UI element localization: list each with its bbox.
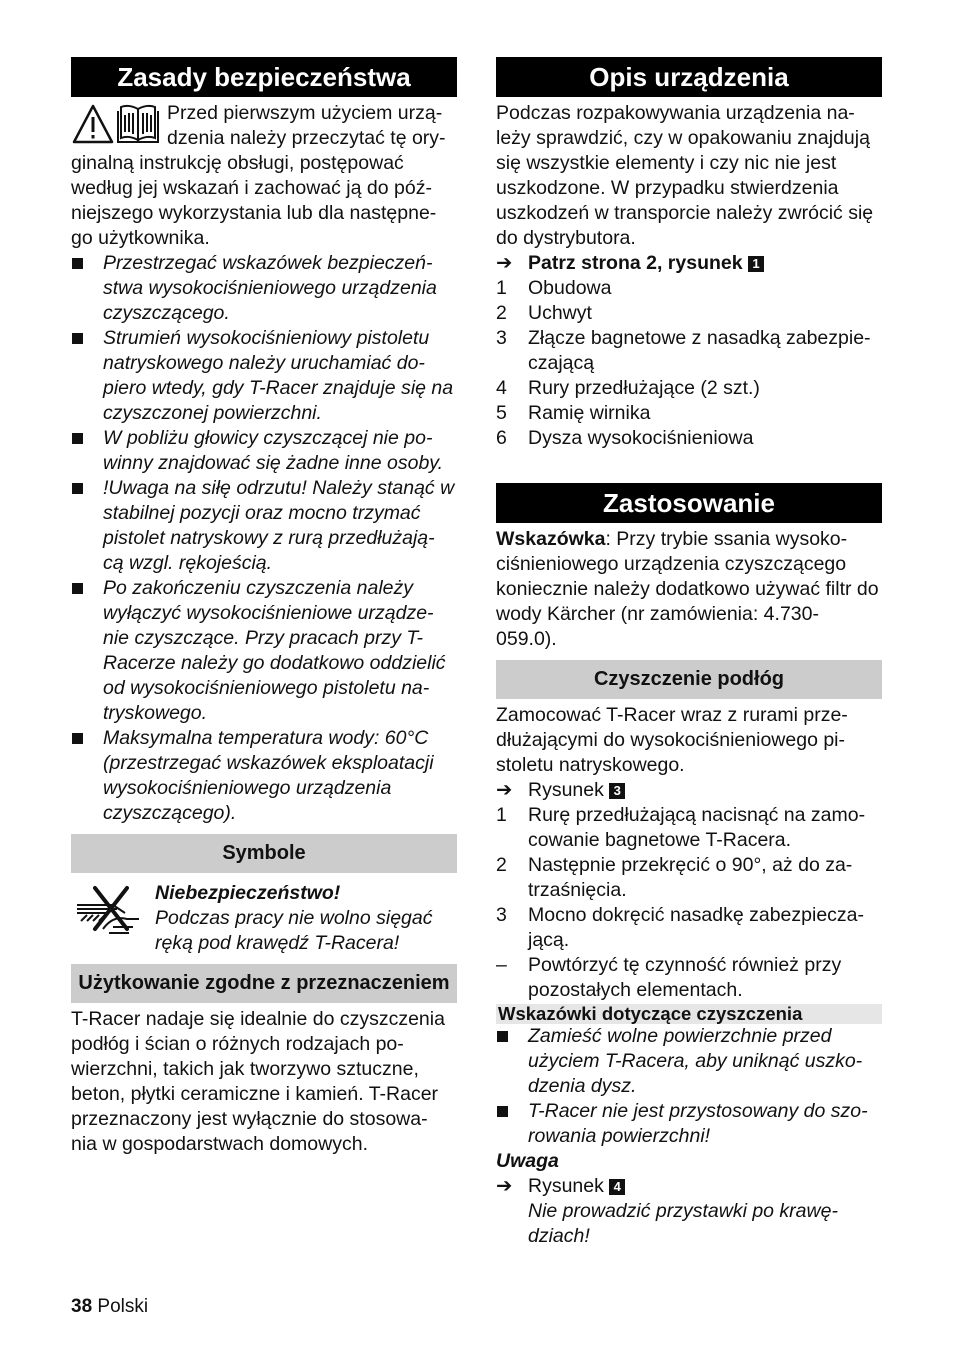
- floor-cleaning-heading: Czyszczenie podłóg: [496, 660, 882, 699]
- list-item: Zamieść wolne powierzchnie przed użyciem T-Racera, aby uniknąć uszko- dzenia dysz.: [496, 1024, 882, 1099]
- warning-triangle-icon: [74, 106, 112, 142]
- cleaning-tips-heading: Wskazówki dotyczące czyszczenia: [496, 1004, 882, 1024]
- page-number: 38: [71, 1296, 93, 1317]
- safety-intro: [71, 101, 457, 251]
- hand-under-edge-danger-icon: [73, 885, 145, 937]
- list-item: Po zakończeniu czyszczenia należy wyłączyć wysokociśnieniowe urządze- nie czyszczące. Przy pracach przy T- Racerze należy go dodatkowo oddzielić od wysokociśnieniowego pistoletu na- tryskowego.: [71, 576, 457, 726]
- list-item: Strumień wysokociśnieniowy pistoletu natryskowego należy uruchamiać do- piero wtedy, gdy T-Racer znajduje się na czyszczonej powierzchni.: [71, 326, 457, 426]
- bullet-square-icon: [72, 583, 83, 594]
- bullet-square-icon: [497, 1031, 508, 1042]
- list-item: 2 Następnie przekręcić o 90°, aż do za- trzaśnięcia.: [496, 854, 853, 901]
- safety-intro-line-2: dzenia należy przeczytać tę ory-: [167, 127, 446, 149]
- cleaning-tips-list: [496, 1024, 882, 1149]
- caution-figure-reference: ➔ Rysunek 4: [496, 1174, 882, 1199]
- safety-bullet-list: [71, 251, 457, 826]
- list-item: 4 Rury przedłużające (2 szt.): [496, 377, 760, 399]
- arrow-right-icon: ➔: [496, 1175, 513, 1197]
- arrow-right-icon: ➔: [496, 252, 513, 274]
- figure-number-badge: 3: [609, 783, 625, 799]
- intended-use-heading: Użytkowanie zgodne z przeznaczeniem: [71, 964, 457, 1003]
- bullet-square-icon: [72, 333, 83, 344]
- description-heading: Opis urządzenia: [496, 57, 882, 97]
- list-item: 5 Ramię wirnika: [496, 402, 651, 424]
- list-item: – Powtórzyć tę czynność również przy pozostałych elementach.: [496, 954, 842, 1001]
- danger-symbol-row: [71, 881, 457, 956]
- caution-label: Uwaga: [496, 1150, 559, 1172]
- list-item: Maksymalna temperatura wody: 60°C (przestrzegać wskazówek eksploatacji wysokociśnieniowego urządzenia czyszczącego).: [71, 726, 457, 826]
- figure-reference: ➔ Rysunek 3: [496, 778, 882, 803]
- safety-heading: Zasady bezpieczeństwa: [71, 57, 457, 97]
- list-item: T-Racer nie jest przystosowany do szo- rowania powierzchni!: [496, 1099, 882, 1149]
- safety-intro-line-1: Przed pierwszym użyciem urzą-: [167, 102, 443, 124]
- arrow-right-icon: ➔: [496, 779, 513, 801]
- list-item: W pobliżu głowicy czyszczącej nie po- winny znajdować się żadne inne osoby.: [71, 426, 457, 476]
- right-column: [496, 57, 882, 1249]
- left-column: [71, 57, 457, 1157]
- symbols-heading: Symbole: [71, 834, 457, 873]
- list-item: 1 Obudowa: [496, 277, 612, 299]
- bullet-square-icon: [72, 258, 83, 269]
- bullet-square-icon: [72, 483, 83, 494]
- see-page-reference: ➔ Patrz strona 2, rysunek 1: [496, 251, 882, 276]
- safety-intro-text: ginalną instrukcję obsługi, postępować według jej wskazań i zachować ją do póź- niejszego wykorzystania lub dla następne- go użytkownika.: [71, 152, 437, 249]
- list-item: 1 Rurę przedłużającą nacisnąć na zamo- cowanie bagnetowe T-Racera.: [496, 804, 866, 851]
- warning-manual-icon: [71, 101, 161, 149]
- figure-number-badge: 4: [609, 1179, 625, 1195]
- bullet-square-icon: [497, 1106, 508, 1117]
- list-item: 2 Uchwyt: [496, 302, 592, 324]
- manual-book-icon: [118, 106, 158, 142]
- description-text: Podczas rozpakowywania urządzenia na- leży sprawdzić, czy w opakowaniu znajdują się wszystkie elementy i czy nic nie jest uszkodzone. W przypadku stwierdzenia uszkodzeń w transporcie należy zwrócić się do dystrybutora.: [496, 102, 874, 249]
- danger-text: Podczas pracy nie wolno sięgać ręką pod krawędź T-Racera!: [155, 907, 433, 954]
- floor-steps-list: [496, 803, 882, 1003]
- list-item: !Uwaga na siłę odrzutu! Należy stanąć w stabilnej pozycji oraz mocno trzymać pistolet natryskowy z rurą przedłużają- cą wzgl. rękojeścią.: [71, 476, 457, 576]
- bullet-square-icon: [72, 433, 83, 444]
- usage-heading: Zastosowanie: [496, 483, 882, 523]
- parts-list: [496, 276, 882, 451]
- caution-text: Nie prowadzić przystawki po krawę- dziach!: [528, 1200, 838, 1247]
- list-item: 3 Złącze bagnetowe z nasadką zabezpie- czającą: [496, 327, 871, 374]
- page-footer: [71, 1294, 148, 1319]
- footer-language: Polski: [97, 1296, 149, 1317]
- intended-use-text: T-Racer nadaje się idealnie do czyszczenia podłóg i ścian o różnych rodzajach po- wierzchni, takich jak tworzywo sztuczne, beton, płytki ceramiczne i kamień. T-Racer przeznaczony jest wyłącznie do stosowa- nia w gospodarstwach domowych.: [71, 1008, 445, 1155]
- usage-note: Wskazówka: Przy trybie ssania wysoko- ciśnieniowego urządzenia czyszczącego koniecznie należy dodatkowo używać filtr do wody Kärcher (nr zamówienia: 4.730- 059.0).: [496, 528, 879, 650]
- bullet-square-icon: [72, 733, 83, 744]
- list-item: 3 Mocno dokręcić nasadkę zabezpiecza- jącą.: [496, 904, 865, 951]
- list-item: 6 Dysza wysokociśnieniowa: [496, 427, 754, 449]
- figure-number-badge: 1: [748, 256, 764, 272]
- list-item: Przestrzegać wskazówek bezpieczeń- stwa wysokociśnieniowego urządzenia czyszczącego.: [71, 251, 457, 326]
- danger-title: Niebezpieczeństwo!: [155, 882, 341, 904]
- floor-cleaning-text: Zamocować T-Racer wraz z rurami prze- dłużającymi do wysokociśnieniowego pi- stoletu natryskowego.: [496, 704, 848, 776]
